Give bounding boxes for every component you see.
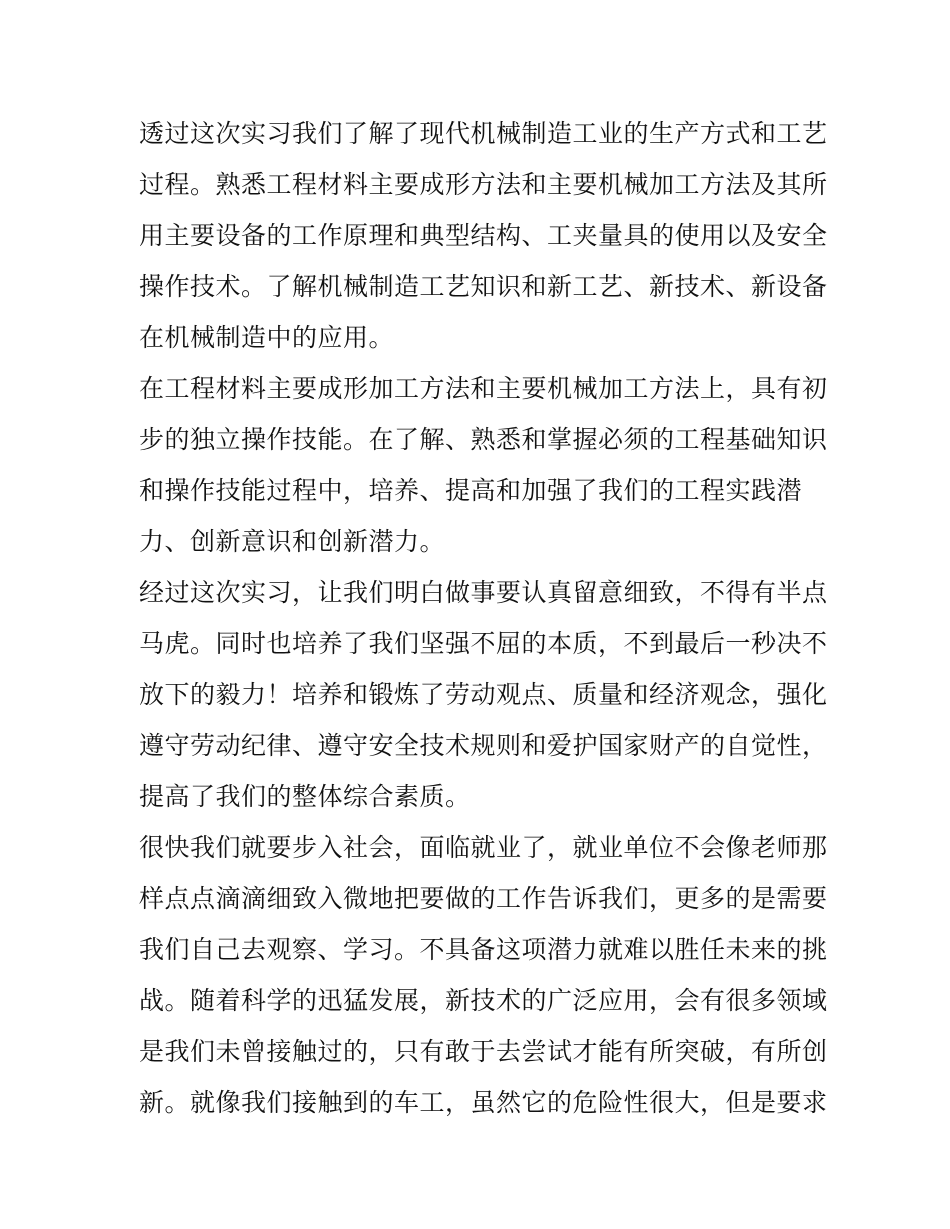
text-line: 过程。熟悉工程材料主要成形方法和主要机械加工方法及其所 bbox=[139, 170, 828, 199]
text-line: 是我们未曾接触过的，只有敢于去尝试才能有所突破，有所创 bbox=[139, 1037, 828, 1066]
paragraph-4 bbox=[139, 822, 828, 1128]
paragraph-2 bbox=[139, 363, 828, 567]
text-line: 提高了我们的整体综合素质。 bbox=[139, 782, 471, 811]
document-body bbox=[139, 108, 828, 1128]
text-line: 经过这次实习，让我们明白做事要认真留意细致，不得有半点 bbox=[139, 578, 828, 607]
text-line: 用主要设备的工作原理和典型结构、工夹量具的使用以及安全 bbox=[139, 221, 828, 250]
text-line: 马虎。同时也培养了我们坚强不屈的本质，不到最后一秒决不 bbox=[139, 629, 828, 658]
text-line: 很快我们就要步入社会，面临就业了，就业单位不会像老师那 bbox=[139, 833, 828, 862]
text-line: 和操作技能过程中，培养、提高和加强了我们的工程实践潜 bbox=[139, 476, 803, 505]
text-line: 在工程材料主要成形加工方法和主要机械加工方法上，具有初 bbox=[139, 374, 828, 403]
paragraph-3 bbox=[139, 567, 828, 822]
text-line: 在机械制造中的应用。 bbox=[139, 323, 395, 352]
text-line: 透过这次实习我们了解了现代机械制造工业的生产方式和工艺 bbox=[139, 119, 828, 148]
text-line: 新。就像我们接触到的车工，虽然它的危险性很大，但是要求 bbox=[139, 1088, 828, 1117]
text-line: 力、创新意识和创新潜力。 bbox=[139, 527, 446, 556]
text-line: 遵守劳动纪律、遵守安全技术规则和爱护国家财产的自觉性， bbox=[139, 731, 828, 760]
text-line: 战。随着科学的迅猛发展，新技术的广泛应用，会有很多领域 bbox=[139, 986, 828, 1015]
text-line: 放下的毅力！培养和锻炼了劳动观点、质量和经济观念，强化 bbox=[139, 680, 828, 709]
paragraph-1 bbox=[139, 108, 828, 363]
text-line: 我们自己去观察、学习。不具备这项潜力就难以胜任未来的挑 bbox=[139, 935, 828, 964]
text-line: 样点点滴滴细致入微地把要做的工作告诉我们，更多的是需要 bbox=[139, 884, 828, 913]
text-line: 操作技术。了解机械制造工艺知识和新工艺、新技术、新设备 bbox=[139, 272, 828, 301]
text-line: 步的独立操作技能。在了解、熟悉和掌握必须的工程基础知识 bbox=[139, 425, 828, 454]
